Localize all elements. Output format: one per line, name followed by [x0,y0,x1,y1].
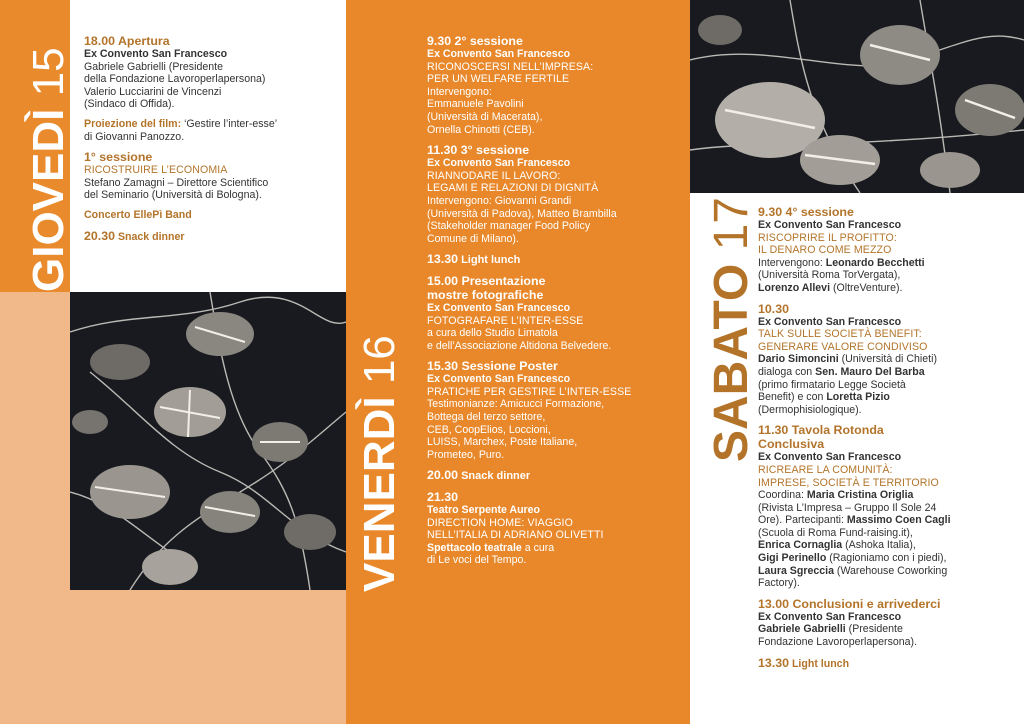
speaker-name: Leonardo Becchetti [825,256,925,269]
block-heading: 9.30 4° sessione [758,205,854,219]
day-title-giovedi [24,47,73,292]
film-title: ‘Gestire l’inter-esse’ [181,117,278,130]
session-title: FOTOGRAFARE L’INTER-ESSE [427,314,584,327]
venerdi-program [427,34,685,574]
text-line: (Università di Macerata), [427,110,543,123]
session-title: IMPRESE, SOCIETÀ E TERRITORIO [758,476,939,489]
text-line: (Sindaco di Offida). [84,98,175,111]
speaker-name: Stefano Zamagni [84,176,165,189]
text-line [758,489,1020,502]
text-line [84,131,339,144]
block-heading: 13.30 [427,252,459,267]
text-fragment: . [181,130,185,143]
day-number: 17 [705,197,758,251]
block-heading: 13.00 Conclusioni e arrivederci [758,596,941,611]
text-line: a cura dello Studio Limatola [427,327,558,340]
day-number: 16 [355,335,404,385]
concert-label: Concerto EllePì Band [84,208,192,221]
program-block [427,490,685,567]
speaker-name: Dario Simoncini [758,353,839,366]
film-label: Proiezione del film: [84,117,182,130]
program-block [427,252,685,267]
meal-label: Light lunch [458,254,521,267]
venue: Ex Convento San Francesco [427,373,571,386]
session-title: LEGAMI E RELAZIONI DI DIGNITÀ [427,182,599,195]
text-fragment: (Ragioniamo con i piedi), [826,552,947,565]
giovedi-peach-strip [0,292,70,724]
text-fragment: (Università di Chieti) [838,353,937,366]
text-line [758,623,1020,636]
program-block [84,229,339,244]
text-line: Testimonianze: Amicucci Formazione, [427,398,605,411]
text-fragment: Coordina: [758,489,807,502]
text-line: LUISS, Marchex, Poste Italiane, [427,436,578,449]
text-line [758,539,1020,552]
block-heading: 9.30 2° sessione [427,34,523,48]
text-line: della Fondazione Lavoroperlapersona) [84,73,266,86]
text-line: del Seminario (Università di Bologna). [84,189,262,202]
speaker-name: Gigi Perinello [758,552,827,565]
venue: Ex Convento San Francesco [427,301,571,314]
text-line: (primo firmatario Legge Società [758,378,906,391]
venue: Ex Convento San Francesco [427,157,571,170]
venue: Ex Convento San Francesco [758,451,902,464]
text-fragment: (Presidente [845,623,903,636]
stones-photo [690,0,1024,193]
block-heading: 10.30 [758,301,790,316]
meal-label: Snack dinner [458,470,531,483]
program-block [427,34,685,136]
block-heading: 20.30 [84,228,116,243]
program-block [84,150,339,202]
block-heading: mostre fotografiche [427,287,544,302]
block-heading: 15.00 Presentazione [427,273,546,288]
text-fragment: (Ashoka Italia), [842,539,916,552]
program-block [758,656,1020,671]
text-line [758,552,1020,565]
text-line [758,282,1020,295]
session-title: GENERARE VALORE CONDIVISO [758,340,928,353]
day-title-sabato [705,197,758,462]
text-fragment: (Warehouse Coworking [833,564,948,577]
program-block [427,468,685,483]
text-line [427,252,685,267]
block-heading: Conclusiva [758,437,825,452]
day-name: SABATO [705,263,758,462]
session-title: RICONOSCERSI NELL’IMPRESA: [427,60,594,73]
text-line: Intervengono: [427,85,492,98]
day-name: GIOVEDÌ [24,108,73,292]
giovedi-program [84,34,339,250]
text-fragment: (OltreVenture). [830,281,903,294]
text-line: Fondazione Lavoroperlapersona). [758,636,918,649]
block-heading: 11.30 3° sessione [427,143,530,158]
block-heading: 13.30 [758,655,790,670]
text-line: (Università di Padova), Matteo Brambilla [427,207,617,220]
text-fragment: Ore). Partecipanti: [758,514,847,527]
venue: Ex Convento San Francesco [758,219,902,231]
text-line [84,229,339,244]
block-heading: 15.30 Sessione Poster [427,359,558,374]
text-line: (Stakeholder manager Food Policy [427,220,591,233]
stones-illustration [70,292,346,590]
session-title: IL DENARO COME MEZZO [758,244,892,257]
text-fragment: Intervengono: [758,256,826,269]
meal-label: Snack dinner [115,230,185,243]
speaker-name: Valerio Lucciarini de Vincenzi [84,85,222,98]
meal-label: Light lunch [789,657,850,670]
session-title: NELL’ITALIA DI ADRIANO OLIVETTI [427,529,604,542]
text-line: CEB, CoopElios, Loccioni, [427,423,551,436]
speaker-name: Maria Cristina Origlia [806,489,914,502]
session-title: RIANNODARE IL LAVORO: [427,169,561,182]
text-fragment: a cura [521,541,555,554]
text-line: (Dermophisiologique). [758,403,862,416]
day-title-venerdi [355,335,404,592]
block-heading: 18.00 Apertura [84,34,170,48]
text-line [758,353,1020,366]
text-fragment: Benefit) e con [758,391,827,404]
show-label: Spettacolo teatrale [427,541,522,554]
text-line: Prometeo, Puro. [427,448,505,461]
venue: Ex Convento San Francesco [84,48,228,60]
sabato-program [758,205,1020,677]
text-line: Comune di Milano). [427,232,519,245]
program-block [84,118,339,143]
text-fragment: dialoga con [758,365,816,378]
session-title: PER UN WELFARE FERTILE [427,73,570,86]
text-line: Ornella Chinotti (CEB). [427,123,535,136]
program-block [84,34,339,111]
session-title: DIRECTION HOME: VIAGGIO [427,516,573,529]
text-line: di Le voci del Tempo. [427,554,527,567]
text-fragment: – Direttore Scientifico [164,176,269,189]
text-line: Factory). [758,577,800,590]
session-title: RICOSTRUIRE L’ECONOMIA [84,164,228,177]
program-block [758,423,1020,590]
venue: Ex Convento San Francesco [758,610,902,623]
text-line [427,542,685,555]
text-line: e dell’Associazione Altidona Belvedere. [427,339,612,352]
text-line [758,366,1020,379]
program-block [758,302,1020,417]
day-number: 15 [24,47,73,97]
text-line: Intervengono: Giovanni Grandi [427,194,572,207]
text-line [758,391,1020,404]
text-line: (Rivista L’Impresa – Gruppo Il Sole 24 [758,501,937,514]
venue: Ex Convento San Francesco [427,48,571,60]
venue: Teatro Serpente Aureo [427,504,541,517]
text-line [427,468,685,483]
block-heading: 21.30 [427,490,459,505]
block-heading: 11.30 Tavola Rotonda [758,423,884,438]
text-line [758,565,1020,578]
text-fragment: di [84,130,96,143]
program-block [427,143,685,245]
speaker-name: Loretta Pizio [826,391,890,404]
stones-illustration [690,0,1024,193]
program-block [427,274,685,352]
speaker-name: Massimo Coen Cagli [846,514,951,527]
text-line: (Università Roma TorVergata), [758,269,901,282]
day-name: VENERDÌ [355,396,404,592]
venue: Ex Convento San Francesco [758,315,902,328]
text-line [758,257,1020,270]
session-title: RICREARE LA COMUNITÀ: [758,463,893,476]
program-block [758,205,1020,295]
speaker-name: Giovanni Panozzo [95,130,182,143]
text-line [84,177,339,190]
session-title: TALK SULLE SOCIETÀ BENEFIT: [758,328,922,341]
speaker-name: Sen. Mauro Del Barba [815,365,925,378]
text-line: Bottega del terzo settore, [427,411,546,424]
text-line [758,514,1020,527]
session-title: PRATICHE PER GESTIRE L’INTER-ESSE [427,385,632,398]
speaker-name: Laura Sgreccia [758,564,834,577]
stones-photo [70,292,346,590]
program-block [84,209,339,222]
program-block [758,597,1020,649]
session-title: RISCOPRIRE IL PROFITTO: [758,231,897,244]
program-block [427,359,685,461]
giovedi-bottom-panel [70,590,346,724]
speaker-name: Enrica Cornaglia [758,539,843,552]
speaker-name: Gabriele Gabrielli [84,60,166,73]
speaker-name: Gabriele Gabrielli [758,623,846,636]
text-line [84,61,339,74]
text-line [758,656,1020,671]
speaker-name: Lorenzo Allevi [758,281,831,294]
text-line [84,118,339,131]
block-heading: 20.00 [427,468,459,483]
text-line: Emmanuele Pavolini [427,98,524,111]
block-heading: 1° sessione [84,150,153,165]
text-line: (Scuola di Roma Fund-raising.it), [758,526,913,539]
speaker-role: (Presidente [165,60,223,73]
